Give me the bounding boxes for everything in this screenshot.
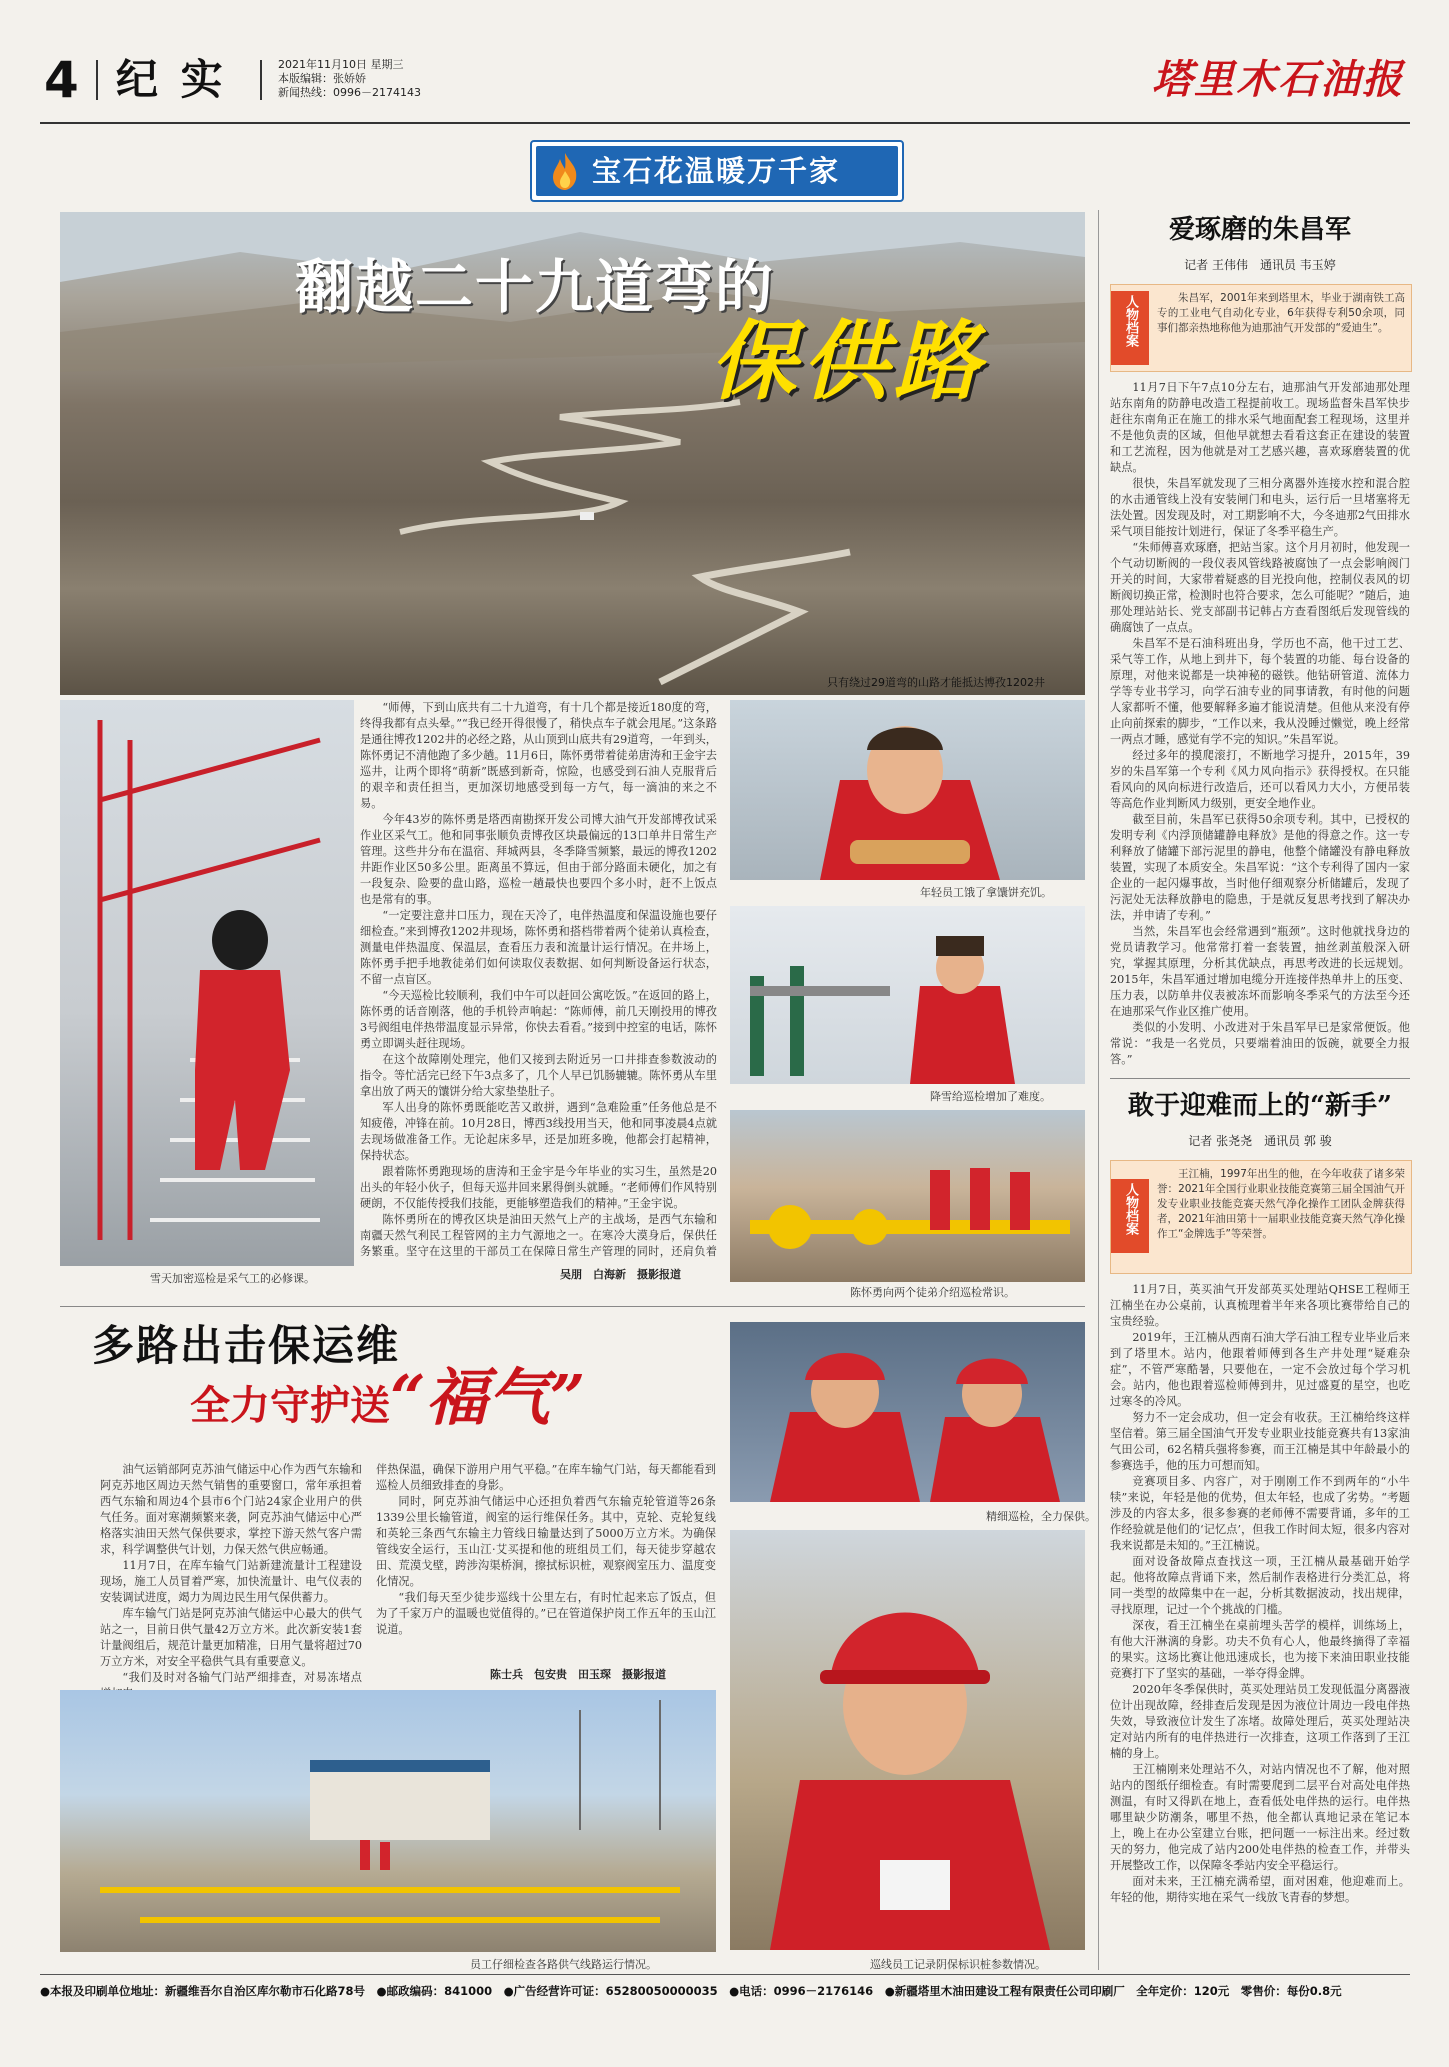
paper-logo: 塔里木石油报 [1152, 56, 1404, 103]
story3-paragraph: 经过多年的摸爬滚打，不断地学习提升，2015年，39岁的朱昌军第一个专利《风力风向指示》获得授权。在只能看风向的风向标进行改造后，还可以看风力大小，方便吊装等高危作业判断风力级别，更安全地作业。 [1110, 749, 1410, 810]
story1-paragraph: “师傅，下到山底共有二十九道弯，有十几个都是接近180度的弯，终得我都有点头晕。”“我已经开得很慢了，稍快点车子就会甩尾。”这条路是通往博孜1202井的必经之路，从山顶到山底共有29道弯，一年到头，陈怀勇记不清他跑了多少趟。11月6日，陈怀勇带着徒弟唐涛和王金宇去巡井，让两个即将“萌新”既感到新奇，惊险，也感受到石油人克服背后的艰辛和责任担当，更加深切地感受到每一方气，每一滴油的来之不易。 [360, 701, 717, 810]
story4-paragraph: 面对未来，王江楠充满希望，面对困难，他迎难而上。年轻的他，期待实地在采气一线放飞青春的梦想。 [1110, 1875, 1410, 1904]
snow-check-caption: 降雪给巡检增加了难度。 [930, 1090, 1051, 1103]
issue-hotline: 新闻热线：0996－2174143 [278, 86, 421, 99]
story2-body-col2 [376, 1462, 716, 1652]
section-divider-2 [260, 60, 262, 100]
story3-profile-label: 人物档案 [1123, 295, 1138, 347]
main-photo-caption: 只有绕过29道弯的山路才能抵达博孜1202井 [827, 676, 1045, 689]
story2-paragraph: “我们及时对各输气门站严细排查，对易冻堵点 [122, 1671, 362, 1684]
story3-profile-tag [1111, 291, 1149, 365]
story3-body [1110, 380, 1410, 1070]
wellsite-caption: 陈怀勇向两个徒弟介绍巡检常识。 [850, 1286, 1015, 1299]
story1-paragraph: 军人出身的陈怀勇既能吃苦又敢拼，遇到“急难险重”任务他总是不知疲倦，冲锋在前。10月28日，博西3线投用当天，他和同事凌晨4点就去现场做准备工作。无论起床多早，还是加班多晚，他都会打起精神，保持状态。 [360, 1101, 717, 1162]
station-caption: 员工仔细检查各路供气线路运行情况。 [470, 1958, 657, 1971]
story2-paragraph: 油气运销部阿克苏油气储运中心作为西气东输和阿克苏地区周边天然气销售的重要窗口，常年承担着西气东输和周边4个县市6个门站24家企业用户的供气任务。面对寒潮频繁来袭，阿克苏油气储运中心严格落实油田天然气保供要求，掌控下游天然气客户需求，科学调整供气计划，力保天然气供应畅通。 [100, 1463, 362, 1556]
story1-body [360, 700, 717, 1260]
story2-headline-prefix: 全力守护送 [190, 1382, 390, 1429]
banner-inner [536, 146, 898, 196]
story2-byline: 陈士兵 包安贵 田玉琛 摄影报道 [490, 1668, 666, 1681]
story3-paragraph: 截至目前，朱昌军已获得50余项专利。其中，已授权的发明专利《内浮顶储罐静电释放》是他的得意之作。这一专利释放了储罐下部污泥里的静电，他整个储罐没有静电释放装置，实现了本质安全。朱昌军说：“这个专利得了国内一家企业的一起闪爆事故，当时他仔细观察分析储罐后，发现了污泥处无法释放静电的隐患，于是就反复思考找到了解决办法，并申请了专利。” [1110, 813, 1410, 922]
story1-paragraph: 今年43岁的陈怀勇是塔西南勘探开发公司博大油气开发部博孜试采作业区采气工。他和同事张顺负责博孜区块最偏远的13口单井日常生产管理。这些井分布在温宿、拜城两县，冬季降雪频繁，最远的博孜1202井距作业区50多公里。距离虽不算远，但由于部分路面未硬化，加之有一段复杂、险要的盘山路，巡检一趟最快也要四个多小时，赶不上饭点也是常有的事。 [360, 813, 717, 906]
story1-byline: 吴朋 白海新 摄影报道 [560, 1268, 681, 1281]
wellsite-drawing [730, 1110, 1085, 1282]
snow-check-photo [730, 906, 1085, 1084]
story4-paragraph: 竞赛项目多、内容广，对于刚刚工作不到两年的“小牛犊”来说，年轻是他的优势，但太年轻，也成了劣势。“考题涉及的内容太多，很多参赛的老师傅不需要背诵，多年的工作经验就是他们的‘记忆点’，但我工作时间太短，很多内容对我来说都是未知的。”王江楠说。 [1110, 1475, 1410, 1552]
story4-paragraph: 面对设备故障点查找这一项，王江楠从最基础开始学起。他将故障点背诵下来，然后制作表格进行分类汇总，将同一类型的故障集中在一起，分析其数据波动，找出规律，寻找原理，记过一个个挑战的门槛。 [1110, 1555, 1410, 1616]
station-photo [60, 1690, 716, 1952]
story3-headline: 爱琢磨的朱昌军 [1168, 215, 1351, 245]
page-number: 4 [44, 51, 79, 109]
story3-paragraph: “朱师傅喜欢琢磨，把站当家。这个月月初时，他发现一个气动切断阀的一段仪表风管线路被腐蚀了一点会影响阀门开关的时间，大家带着疑惑的目光投向他，控制仪表风的切断阀切换正常，检测时也符合要求，怎么可能呢？”随后，迪那处理站站长、党支部副书记韩占方查看图纸后发现管线的确腐蚀了一点点。 [1110, 541, 1410, 634]
story4-headline: 敢于迎难而上的“新手” [1128, 1091, 1392, 1121]
story2-headline-1: 多路出击保运维 [92, 1321, 401, 1370]
story4-profile-text: 王江楠，1997年出生的他，在今年收获了诸多荣誉：2021年全国行业职业技能竞赛第三届全国油气开发专业职业技能竞赛天然气净化操作工团队金牌获得者，2021年油田第十一届职业技能竞赛天然气净化操作工“金牌选手”等荣誉。 [1157, 1168, 1405, 1240]
marker-drawing [730, 1530, 1085, 1950]
inspection-caption: 精细巡检，全力保供。 [986, 1510, 1096, 1523]
story4-profile-tag [1111, 1179, 1149, 1253]
stairs-photo [60, 700, 354, 1266]
masthead [40, 52, 1410, 122]
flame-icon [548, 151, 582, 191]
story4-profile-box [1110, 1160, 1412, 1274]
story1-paragraph: “今天巡检比较顺利，我们中午可以赶回公寓吃饭。”在返回的路上，陈怀勇的话音刚落，他的手机铃声响起：“陈师傅，前几天刚投用的博孜3号阀组电伴热带温度显示异常，你快去看看。”接到中控室的电话，陈怀勇立即调头赶往现场。 [360, 989, 717, 1050]
marker-photo [730, 1530, 1085, 1950]
story1-paragraph: “一定要注意井口压力，现在天冷了，电伴热温度和保温设施也要仔细检查。”来到博孜1202井现场，陈怀勇和搭档带着两个徒弟认真检查，测量电伴热温度、保温层，查看压力表和流量计运行情况。在井场上，陈怀勇手把手地教徒弟们如何读取仪表数据、如何判断设备运行状态，不留一点盲区。 [360, 909, 717, 986]
story2-paragraph: 库车输气门站是阿克苏油气储运中心最大的供气站之一，目前日供气量42万立方米。此次新安装1套计量阀组后，规范计量更加精准，日用气量将超过70万立方米，对安全平稳供气具有重要意义。 [100, 1607, 362, 1668]
story4-paragraph: 2020年冬季保供时，英买处理站员工发现低温分离器液位计出现故障，经排查后发现是因为液位计周边一段电伴热失效，导致液位计发生了冻堵。故障处理后，英买处理站决定对站内所有的电伴热进行一次排查，这项工作落到了王江楠的身上。 [1110, 1683, 1410, 1760]
story1-paragraph: 在这个故障刚处理完，他们又接到去附近另一口井排查参数波动的指令。等忙活完已经下午3点多了，几个人早已饥肠辘辘。陈怀勇从车里拿出放了两天的馕饼分给大家垫垫肚子。 [360, 1053, 717, 1098]
banner-title: 宝石花温暖万千家 [592, 154, 841, 188]
stairs-drawing [60, 700, 354, 1266]
story2-headline-2 [190, 1361, 586, 1436]
issue-date: 2021年11月10日 星期三 [278, 58, 404, 71]
story1-divider [60, 1306, 1085, 1307]
story3-profile-box [1110, 284, 1412, 372]
story3-paragraph: 很快，朱昌军就发现了三相分离器外连接水控和混合腔的水击通管线上没有安装闸门和电头，运行后一旦堵塞将无法处置。因发现及时，对工期影响不大，今冬迪那2气田排水采气项目能按计划进行，保证了冬季平稳生产。 [1110, 477, 1410, 538]
story3-paragraph: 11月7日下午7点10分左右，迪那油气开发部迪那处理站东南角的防静电改造工程提前收工。现场监督朱昌军快步赶往东南角正在施工的排水采气地面配套工程现场，这里并不是他负责的区域，但他早就想去看看这套正在建设的装置和工艺流程，因为他就是对工艺感兴趣，喜欢琢磨装置的优缺点。 [1110, 381, 1410, 474]
banner [530, 140, 904, 202]
snow-check-drawing [730, 906, 1085, 1084]
section-divider [96, 60, 98, 100]
stairs-caption: 雪天加密巡检是采气工的必修课。 [150, 1272, 315, 1285]
story3-divider [1110, 1078, 1410, 1079]
story4-profile-label: 人物档案 [1123, 1183, 1138, 1235]
eating-drawing [730, 700, 1085, 880]
marker-caption: 巡线员工记录阴保标识桩参数情况。 [870, 1958, 1046, 1971]
story2-paragraph: 同时，阿克苏油气储运中心还担负着西气东输克轮管道等26条1339公里长输管道，阀室的运行维保任务。其中，克轮、克轮复线和英轮三条西气东输主力管线日输量达到了5000万立方米。为确保管线安全运行，玉山江·艾买提和他的班组员工们，每天徒步穿越农田、荒漠戈壁，跨涉沟渠桥涧，擦拭标识桩，观察阀室压力、温度变化情况。 [376, 1495, 716, 1588]
footer-rule [40, 1974, 1410, 1975]
story2-paragraph: 11月7日，在库车输气门站新建流量计工程建设现场，施工人员冒着严寒，加快流量计、电气仪表的安装调试进度，竭力为周边民生用气保供蓄力。 [100, 1559, 362, 1604]
story1-headline-1: 翻越二十九道弯的 [295, 253, 776, 321]
station-drawing [60, 1690, 716, 1952]
issue-info [278, 58, 421, 100]
story4-byline: 记者 张尧尧 通讯员 郭 骏 [1188, 1134, 1332, 1148]
section-title: 纪 实 [116, 55, 227, 104]
story2-paragraph: 伴热保温，确保下游用户用气平稳。”在库车输气门站，每天都能看到巡检人员细致排查的身影。 [376, 1463, 716, 1492]
story3-paragraph: 类似的小发明、小改进对于朱昌军早已是家常便饭。他常说：“我是一名党员，只要端着油田的饭碗，就要全力报答。” [1110, 1021, 1410, 1066]
issue-editor: 本版编辑：张娇娇 [278, 72, 366, 85]
story1-paragraph: 陈怀勇所在的博孜区块是油田天然气上产的主战场，是西气东输和南疆天然气利民工程管网的主力气源地之一。在寒冷大漠身后，保供任务繁重。坚守在这里的干部员工在保障日常生产管理的同时，还肩负着 [360, 1213, 717, 1258]
eating-photo [730, 700, 1085, 880]
story4-body [1110, 1282, 1410, 1954]
masthead-rule [40, 122, 1410, 124]
wellsite-photo [730, 1110, 1085, 1282]
story2-paragraph: “我们每天至少徒步巡线十公里左右，有时忙起来忘了饭点，但为了千家万户的温暖也觉值得的。”已在管道保护岗工作五年的玉山江说道。 [376, 1591, 716, 1636]
mountain-road-photo [60, 212, 1085, 695]
story4-paragraph: 深夜，看王江楠坐在桌前埋头苦学的模样，训练场上，有他大汗淋漓的身影。功夫不负有心人，他最终摘得了幸福的果实。这场比赛让他迅速成长，也为接下来油田职业技能竞赛打下了坚实的基础，一举夺得金牌。 [1110, 1619, 1410, 1680]
story3-profile-text: 朱昌军，2001年来到塔里木，毕业于湖南铁工高专的工业电气自动化专业，6年获得专利50余项，同事们都亲热地称他为迪那油气开发部的“爱迪生”。 [1157, 292, 1405, 334]
eating-caption: 年轻员工饿了拿馕饼充饥。 [920, 886, 1052, 899]
inspection-photo [730, 1322, 1085, 1502]
story4-paragraph: 11月7日，英买油气开发部英买处理站QHSE工程师王江楠坐在办公桌前，认真梳理着半年来各项比赛带给自己的宝贵经验。 [1110, 1283, 1410, 1328]
inspection-drawing [730, 1322, 1085, 1502]
story3-byline: 记者 王伟伟 通讯员 韦玉婷 [1184, 258, 1336, 272]
story3-paragraph: 朱昌军不是石油科班出身，学历也不高，他干过工艺、采气等工作，从地上到井下，每个装置的功能、每台设备的原理，对他来说都是一块神秘的磁铁。他钻研管道、流体力学等专业书学习，向学石油专业的同事请教，有时他的问题人家都听不懂，他要解释多遍才能说清楚。但他从来没有停止向前探索的脚步，“工作以来，我从没睡过懒觉，晚上经常一两点才睡，感觉有学不完的知识。”朱昌军说。 [1110, 637, 1410, 746]
story1-paragraph: 跟着陈怀勇跑现场的唐涛和王金宇是今年毕业的实习生，虽然是20出头的年轻小伙子，但每天巡井回来累得倒头就睡。“老师傅们作风特别硬朗，不仅能传授我们技能，更能够塑造我们的精神。”王金宇说。 [360, 1165, 717, 1210]
story4-paragraph: 2019年，王江楠从西南石油大学石油工程专业毕业后来到了塔里木。站内，他跟着师傅到各生产井处理“疑难杂症”，不管严寒酷暑，只要他在，一定不会放过每个学习机会。站内，他也跟着巡检师傅到井，见过盛夏的星空，也吃过寒冬的冷风。 [1110, 1331, 1410, 1408]
story2-headline-emph: “福气” [390, 1361, 586, 1434]
column-divider [1098, 210, 1099, 1970]
footer-info: ●本报及印刷单位地址：新疆维吾尔自治区库尔勒市石化路78号 ●邮政编码：841000 ●广告经营许可证：65280050000035 ●电话：0996－2176146 ●新疆塔里木油田建设工程有限责任公司印刷厂 全年定价：120元 零售价：每份0.8元 [40, 1984, 1342, 1998]
story4-paragraph: 王江楠刚来处理站不久，对站内情况也不了解，他对照站内的图纸仔细检查。有时需要爬到二层平台对高处电伴热测温，有时又得趴在地上，查看低处电伴热的运行。电伴热哪里缺少防潮条，哪里不热，他全都认真地记录在笔记本上，晚上在办公室建立台账，把问题一一标注出来。经过数天的努力，他完成了站内200处电伴热的检查工作，并带头开展整改工作，以保障冬季站内安全平稳运行。 [1110, 1763, 1410, 1872]
story4-paragraph: 努力不一定会成功，但一定会有收获。王江楠给终这样坚信着。第三届全国油气开发专业职业技能竞赛共有13家油气田公司，62名精兵强将参赛，而王江楠是其中年龄最小的参赛选手，他的压力可想而知。 [1110, 1411, 1410, 1472]
story3-paragraph: 当然，朱昌军也会经常遇到“瓶颈”。这时他就找身边的党员请教学习。他常常打着一套装置，抽丝剥茧般深入研究，掌握其原理，分析其优缺点，再思考改进的长远规划。2015年，朱昌军通过增加电缆分开连接伴热单井上的压变、压力表，以防单井仪表被冻坏而影响冬季采气的方法至今还在迪那采气作业区推广使用。 [1110, 925, 1410, 1018]
story1-headline-2: 保供路 [710, 311, 986, 412]
